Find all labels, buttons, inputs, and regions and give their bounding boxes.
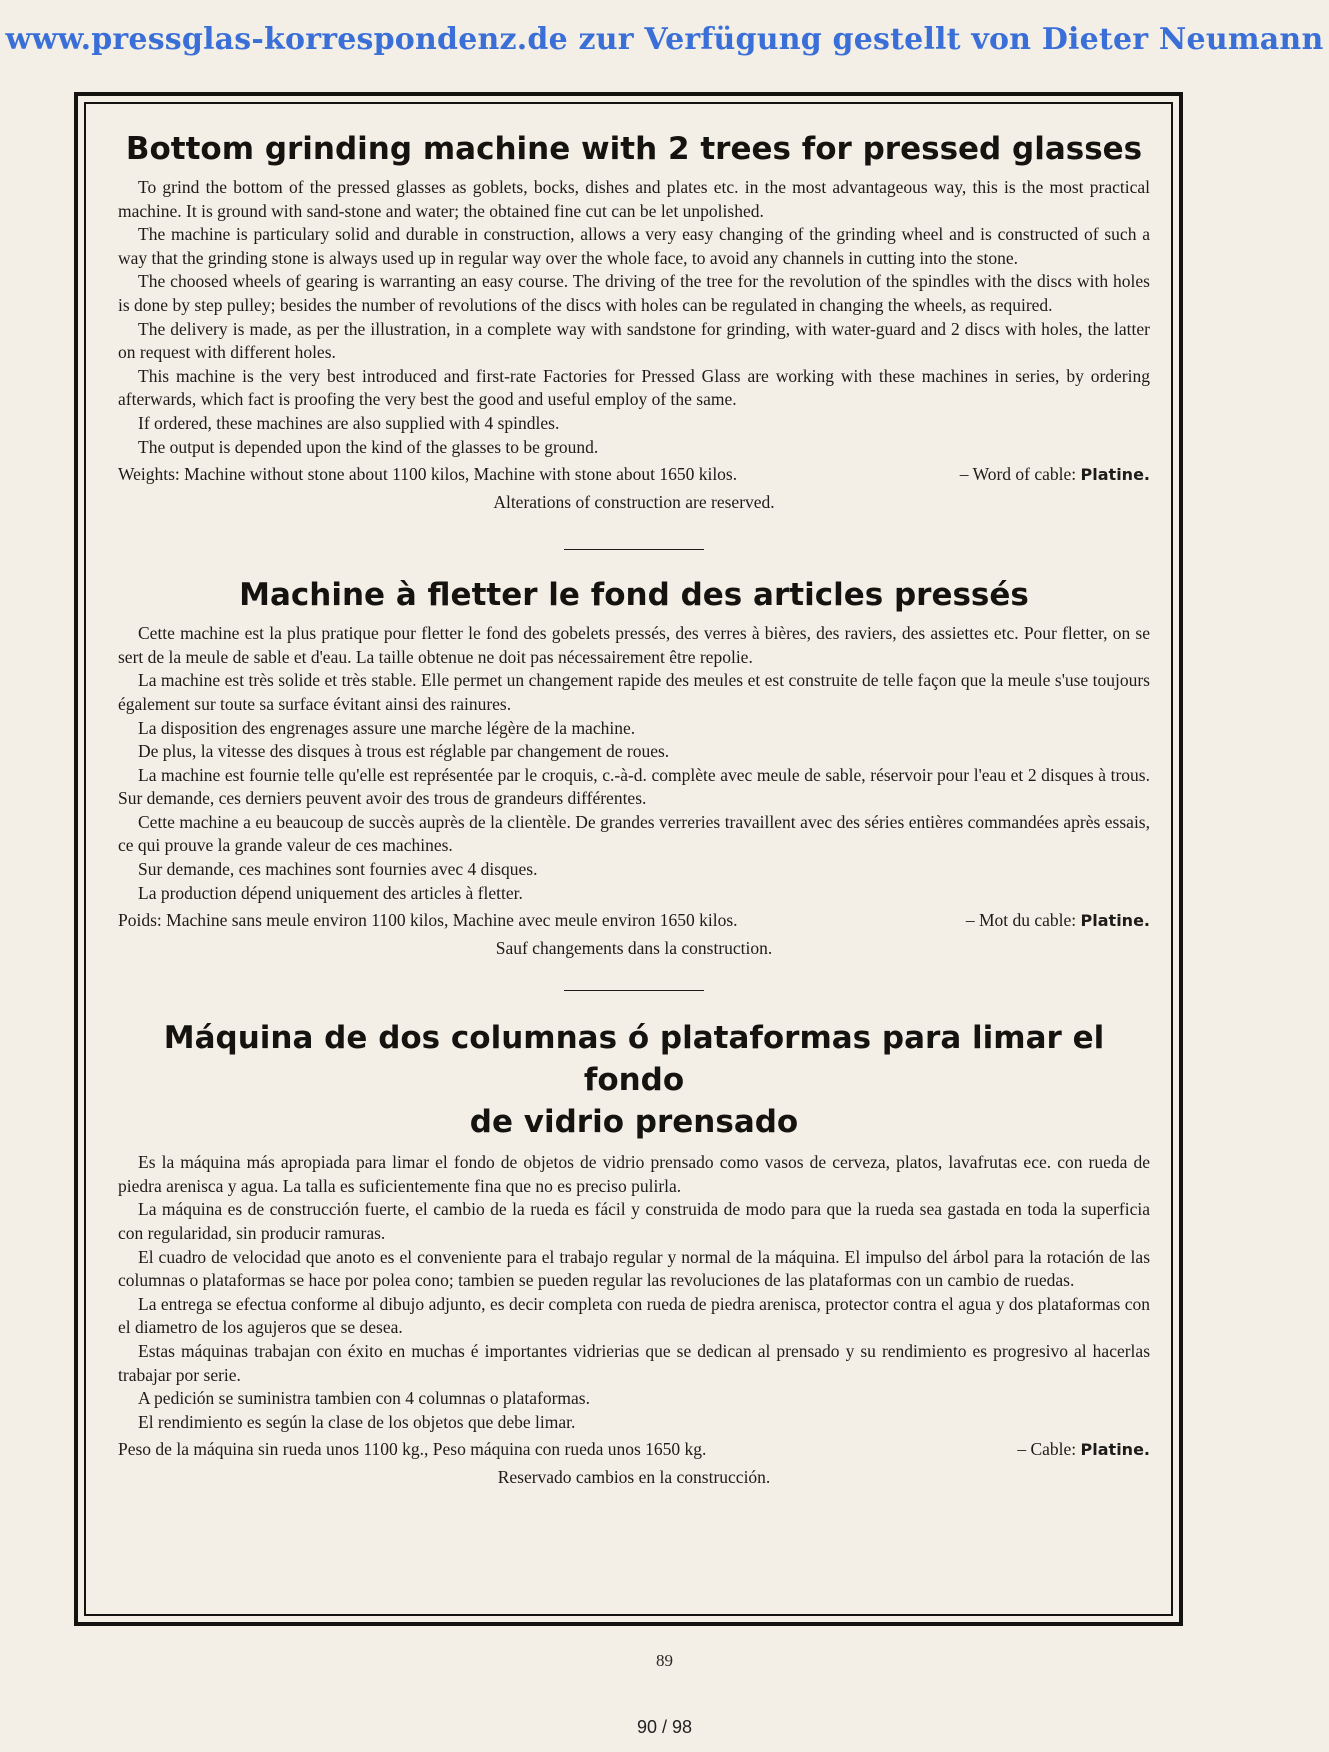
paragraph: The machine is particulary solid and durable in construction, allows a very easy changing of the grinding wheel and is constructed of such a way that the grinding stone is always used up in regular way over the whole face, to avoid any channels in cutting into the stone. <box>118 224 1150 268</box>
paragraph: La machine est très solide et très stable. Elle permet un changement rapide des meules et est construite de telle façon que la meule s'use toujours également sur toute sa surface évitant ainsi des rainures. <box>118 670 1150 714</box>
english-title: Bottom grinding machine with 2 trees for pressed glasses <box>125 131 1143 167</box>
paragraph: La disposition des engrenages assure une marche légère de la machine. <box>138 717 636 738</box>
reservation-note: Reservado cambios en la construcción. <box>497 1467 771 1488</box>
paragraph: The output is depended upon the kind of the glasses to be ground. <box>138 436 599 457</box>
cable-word: Platine. <box>1080 1440 1150 1460</box>
page-content <box>118 128 1150 1489</box>
cable-label-group <box>966 908 1150 933</box>
cable-word: Platine. <box>1080 911 1150 931</box>
paragraph: This machine is the very best introduced and first-rate Factories for Pressed Glass are working with these machines in series, by ordering afterwards, which fact is proofing the very best the good and useful employ of the same. <box>118 365 1150 410</box>
paragraph: El rendimiento es según la clase de los objetos que debe limar. <box>138 1411 576 1432</box>
paragraph: To grind the bottom of the pressed glasses as goblets, bocks, dishes and plates etc. in the most advantageous way, this is the most practical machine. It is ground with sand-stone and water; the obtained fine cut can be let unpolished. <box>118 177 1150 221</box>
spanish-section <box>118 1017 1150 1489</box>
cable-label-group <box>1017 1437 1150 1462</box>
section-divider <box>564 549 704 550</box>
header-link[interactable]: www.pressglas-korrespondenz.de zur Verfügung gestellt von Dieter Neumann <box>5 22 1324 57</box>
paragraph: Sur demande, ces machines sont fournies avec 4 disques. <box>138 859 538 880</box>
reservation-note: Alterations of construction are reserved. <box>493 492 775 513</box>
paragraph: Estas máquinas trabajan con éxito en muchas é importantes vidrierias que se dedican al prensado y su rendimiento es progresivo al hacerlas trabajar por serie. <box>118 1341 1150 1385</box>
paragraph: La entrega se efectua conforme al dibujo adjunto, es decir completa con rueda de piedra arenisca, protector contra el agua y dos plataformas con el diametro de los agujeros que se desea. <box>118 1293 1150 1338</box>
weights-line <box>118 1437 1150 1462</box>
french-section <box>118 574 1150 960</box>
weights-line <box>118 908 1150 933</box>
paragraph: Cette machine a eu beaucoup de succès auprès de la clientèle. De grandes verreries travaillent avec des séries entières commandées après essais, ce qui prouve la grande valeur de ces machines. <box>118 811 1150 856</box>
paragraph: La production dépend uniquement des articles à fletter. <box>138 882 523 903</box>
cable-label: – Mot du cable: <box>965 910 1077 931</box>
english-section <box>118 128 1150 514</box>
pdf-page-indicator: 90 / 98 <box>636 1717 693 1737</box>
paragraph: Cette machine est la plus pratique pour fletter le fond des gobelets pressés, des verres à bières, des raviers, des assiettes etc. Pour fletter, on se sert de la meule de sable et d'eau. La taille obtenue ne doit pas nécessairement être repolie. <box>118 623 1150 667</box>
spanish-title-line-2: de vidrio prensado <box>469 1104 799 1141</box>
paragraph: A pedición se suministra tambien con 4 columnas o plataformas. <box>138 1388 590 1409</box>
weights-text: Poids: Machine sans meule environ 1100 kilos, Machine avec meule environ 1650 kilos. <box>118 910 738 931</box>
spanish-title-line-1: Máquina de dos columnas ó plataformas para limar el fondo <box>163 1020 1105 1099</box>
weights-text: Weights: Machine without stone about 1100 kilos, Machine with stone about 1650 kilos. <box>118 464 738 485</box>
paragraph: The choosed wheels of gearing is warranting an easy course. The driving of the tree for the revolution of the spindles with the discs with holes is done by step pulley; besides the number of revolutions of the discs with holes can be regulated in changing the wheels, as required. <box>118 271 1150 315</box>
paragraph: De plus, la vitesse des disques à trous est réglable par changement de roues. <box>138 741 670 762</box>
weights-line <box>118 462 1150 487</box>
paragraph: La máquina es de construcción fuerte, el cambio de la rueda es fácil y construida de modo para que la rueda sea gastada en toda la superficia con regularidad, sin producir ramuras. <box>118 1199 1150 1244</box>
paragraph: If ordered, these machines are also supplied with 4 spindles. <box>138 412 560 433</box>
french-title: Machine à fletter le fond des articles pressés <box>239 577 1029 614</box>
section-divider <box>564 990 704 991</box>
cable-label: – Word of cable: <box>959 464 1077 485</box>
cable-label-group <box>960 462 1150 487</box>
cable-label: – Cable: <box>1017 1439 1077 1460</box>
paragraph: El cuadro de velocidad que anoto es el conveniente para el trabajo regular y normal de la máquina. El impulso del árbol para la rotación de las columnas o plataformas se hace por polea cono; tambien se pueden regular las revoluciones de las plataformas con un cambio de ruedas. <box>118 1246 1150 1291</box>
weights-text: Peso de la máquina sin rueda unos 1100 kg., Peso máquina con rueda unos 1650 kg. <box>118 1439 707 1460</box>
paragraph: Es la máquina más apropiada para limar el fondo de objetos de vidrio prensado como vasos de cerveza, platos, lavafrutas ece. con rueda de piedra arenisca y agua. La talla es suficientemente fina que no es preciso pulirla. <box>118 1152 1150 1196</box>
cable-word: Platine. <box>1080 465 1150 485</box>
paragraph: The delivery is made, as per the illustration, in a complete way with sandstone for grinding, with water-guard and 2 discs with holes, the latter on request with different holes. <box>118 318 1150 363</box>
paragraph: La machine est fournie telle qu'elle est représentée par le croquis, c.-à-d. complète avec meule de sable, réservoir pour l'eau et 2 disques à trous. Sur demande, ces derniers peuvent avoir des trous de grandeurs différentes. <box>118 764 1150 809</box>
reservation-note: Sauf changements dans la construction. <box>495 938 773 959</box>
page-number: 89 <box>656 1651 673 1670</box>
